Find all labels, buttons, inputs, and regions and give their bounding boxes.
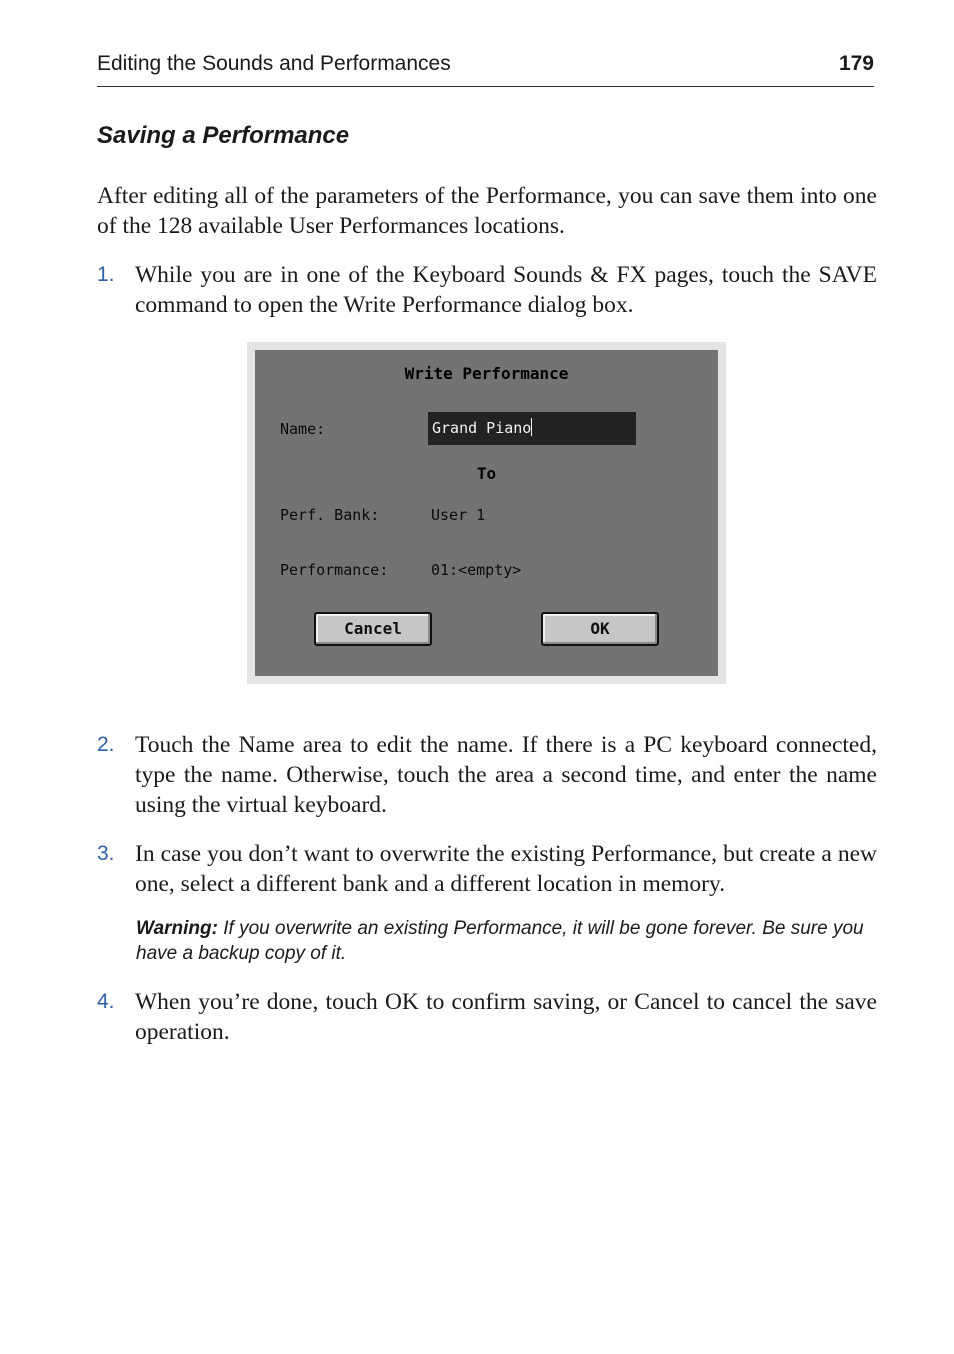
step-text: Touch the Name area to edit the name. If there is a PC keyboard connected, type the name. Otherwise, touch the area a second time, and enter the name using the virtual keyboard. <box>135 732 877 818</box>
to-label: To <box>476 464 497 483</box>
step-number: 1. <box>97 263 115 286</box>
page-number: 179 <box>838 52 874 75</box>
warning-note <box>136 916 878 966</box>
section-title: Saving a Performance <box>97 122 350 149</box>
step-number: 3. <box>97 842 115 865</box>
ok-button[interactable]: OK <box>541 612 659 646</box>
cancel-button[interactable]: Cancel <box>314 612 432 646</box>
name-label: Name: <box>280 420 326 438</box>
step-1 <box>97 260 877 320</box>
warning-text: If you overwrite an existing Performance, it will be gone forever. Be sure you have a backup copy of it. <box>136 918 864 964</box>
step-4 <box>97 987 877 1047</box>
perf-bank-value[interactable]: User 1 <box>431 506 486 524</box>
step-number: 2. <box>97 733 115 756</box>
intro-paragraph: After editing all of the parameters of the Performance, you can save them into one of the 128 available User Performances locations. <box>97 183 877 239</box>
perf-bank-label: Perf. Bank: <box>280 506 380 524</box>
step-3 <box>97 839 877 899</box>
page-header <box>97 52 874 87</box>
dialog-screenshot <box>247 342 726 684</box>
performance-label: Performance: <box>280 561 389 579</box>
performance-value[interactable]: 01:<empty> <box>431 561 522 579</box>
warning-label: Warning: <box>136 918 218 939</box>
name-field[interactable] <box>428 412 636 445</box>
step-number: 4. <box>97 990 115 1013</box>
step-2 <box>97 730 877 820</box>
step-text: In case you don’t want to overwrite the existing Performance, but create a new one, select a different bank and a different location in memory. <box>135 841 877 897</box>
dialog-title: Write Performance <box>404 364 569 383</box>
text-cursor <box>531 418 532 436</box>
write-performance-dialog <box>255 350 718 676</box>
header-title: Editing the Sounds and Performances <box>97 52 451 75</box>
step-text: When you’re done, touch OK to confirm saving, or Cancel to cancel the save operation. <box>135 989 877 1045</box>
step-text: While you are in one of the Keyboard Sounds & FX pages, touch the SAVE command to open the Write Performance dialog box. <box>135 262 877 318</box>
name-value: Grand Piano <box>432 419 532 437</box>
